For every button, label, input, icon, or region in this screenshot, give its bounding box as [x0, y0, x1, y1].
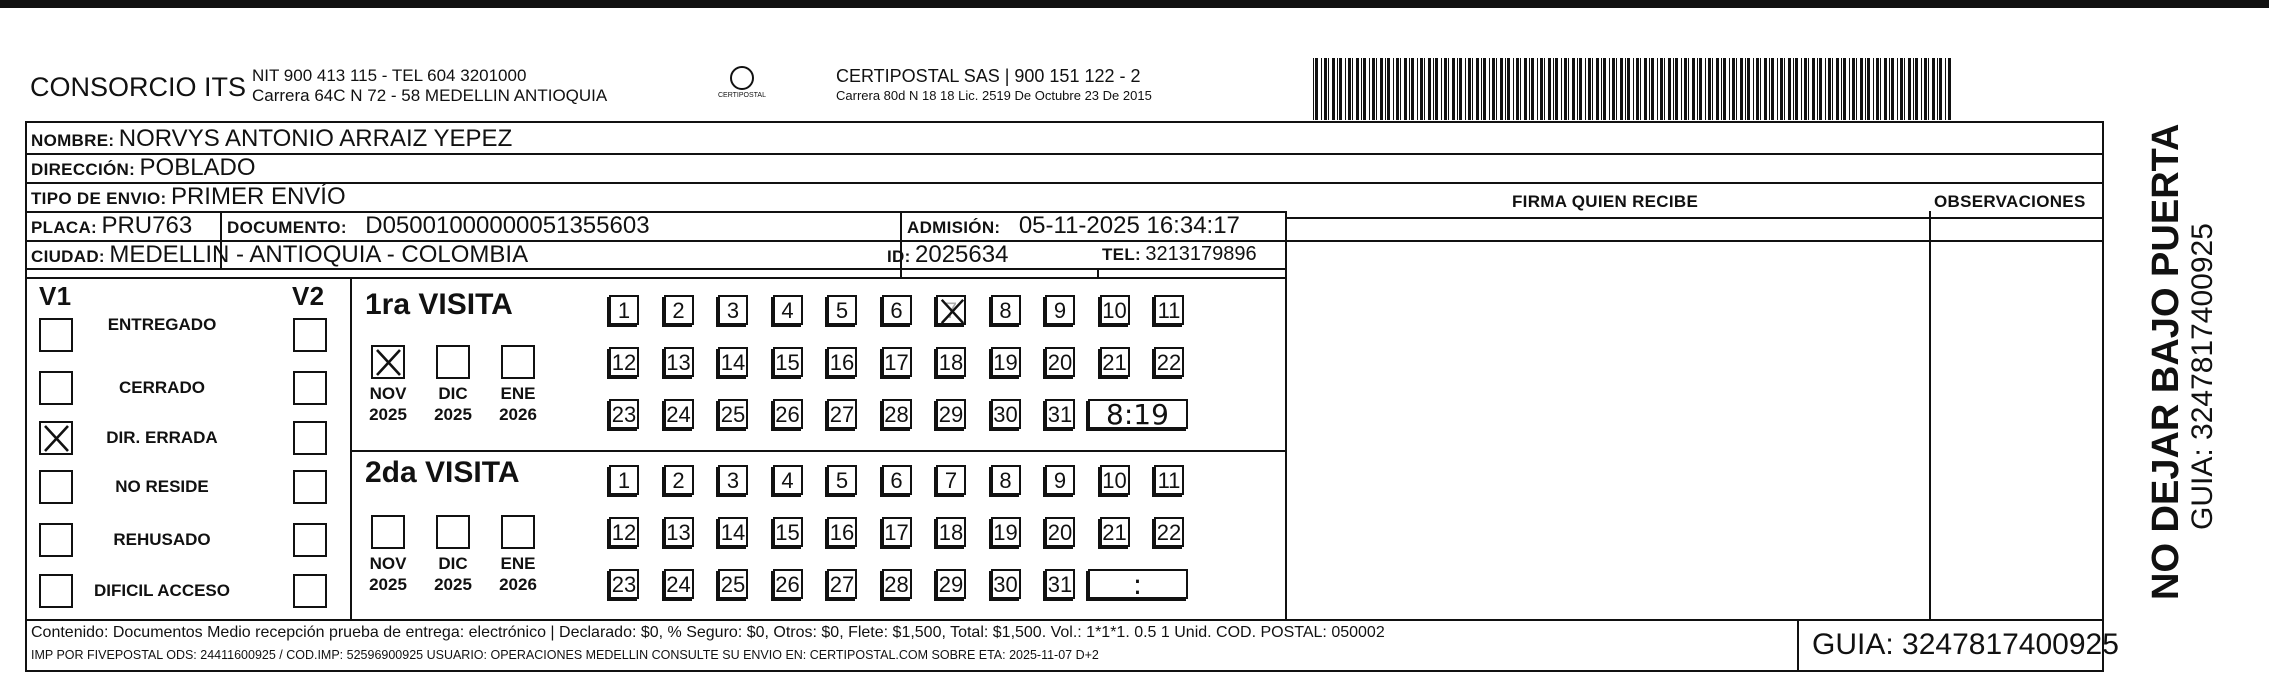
visit2-title: 2da VISITA	[365, 456, 520, 489]
direccion-row	[31, 154, 256, 182]
month-name: DIC	[438, 554, 468, 573]
month-checkbox	[501, 515, 535, 549]
day-box: 29	[936, 569, 966, 599]
v2-checkbox	[293, 421, 327, 455]
certipostal-name: CERTIPOSTAL SAS | 900 151 122 - 2	[836, 66, 1141, 86]
day-box: 22	[1154, 517, 1184, 547]
admision-label: ADMISIÓN:	[907, 218, 1001, 237]
direccion-value: POBLADO	[139, 154, 256, 181]
tipo-envio-value: PRIMER ENVÍO	[170, 183, 346, 210]
day-box: 6	[882, 295, 912, 325]
column-divider	[1285, 211, 1287, 619]
nit-line: NIT 900 413 115 - TEL 604 3201000	[252, 66, 527, 85]
day-box: 21	[1100, 347, 1130, 377]
day-box: 11	[1154, 295, 1184, 325]
v2-checkbox	[293, 318, 327, 352]
status-label: REHUSADO	[113, 530, 211, 549]
month-name: ENE	[500, 554, 536, 573]
day-box: 20	[1045, 517, 1075, 547]
v2-label: V2	[292, 281, 325, 311]
month-label	[363, 383, 413, 425]
id-row	[887, 241, 1008, 269]
company-info	[252, 66, 607, 106]
day-box: 15	[773, 347, 803, 377]
barcode	[1313, 58, 1953, 120]
v2-checkbox	[293, 470, 327, 504]
day-box: 1	[609, 465, 639, 495]
day-box: 20	[1045, 347, 1075, 377]
month-label	[363, 553, 413, 595]
day-box: 5	[827, 465, 857, 495]
month-checkbox	[436, 345, 470, 379]
day-box: 25	[718, 399, 748, 429]
v2-checkbox	[293, 371, 327, 405]
logo-text: CERTIPOSTAL	[718, 92, 766, 99]
day-box: 23	[609, 569, 639, 599]
day-box: 30	[991, 399, 1021, 429]
admision-row	[907, 212, 1240, 240]
row-divider	[352, 450, 1285, 452]
id-label: ID:	[887, 247, 911, 266]
month-label	[428, 553, 478, 595]
month-year: 2025	[434, 405, 472, 424]
footer-content: Contenido: Documentos Medio recepción prueba de entrega: electrónico | Declarado: $0, % Seguro: $0, Otros: $0, Flete: $1,500, Total: $1,500. Vol.: 1*1*1. 0.5 1 Unid. COD. POSTAL: 050002	[31, 624, 1385, 641]
v1-label: V1	[39, 281, 72, 311]
day-box: 25	[718, 569, 748, 599]
day-box: 21	[1100, 517, 1130, 547]
day-box: 2	[664, 295, 694, 325]
nombre-row	[31, 125, 512, 153]
direccion-label: DIRECCIÓN:	[31, 160, 136, 179]
time-box: :	[1088, 569, 1188, 599]
ciudad-value: MEDELLIN - ANTIOQUIA - COLOMBIA	[109, 241, 529, 268]
ciudad-row	[31, 241, 528, 269]
time-box: 8:19	[1088, 399, 1188, 429]
day-box: 12	[609, 517, 639, 547]
tipo-envio-row	[31, 183, 346, 211]
day-box: 17	[882, 517, 912, 547]
day-box: 2	[664, 465, 694, 495]
day-box: 26	[773, 569, 803, 599]
day-box: 10	[1100, 295, 1130, 325]
side-warning: NO DEJAR BAJO PUERTA	[2145, 123, 2187, 600]
row-divider	[1285, 217, 2102, 219]
month-year: 2026	[499, 575, 537, 594]
day-box: 16	[827, 347, 857, 377]
day-box: 19	[991, 517, 1021, 547]
status-label: CERRADO	[119, 378, 205, 397]
status-label: DIFICIL ACCESO	[93, 581, 230, 600]
month-year: 2025	[434, 575, 472, 594]
footer-guia: GUIA: 3247817400925	[1812, 628, 2119, 661]
day-box: 3	[718, 465, 748, 495]
nombre-value: NORVYS ANTONIO ARRAIZ YEPEZ	[118, 125, 513, 152]
address-line: Carrera 64C N 72 - 58 MEDELLIN ANTIOQUIA	[252, 86, 608, 105]
placa-value: PRU763	[101, 212, 193, 239]
day-box: 7	[936, 465, 966, 495]
day-box: 1	[609, 295, 639, 325]
column-divider	[1797, 619, 1799, 672]
ciudad-label: CIUDAD:	[31, 247, 105, 266]
day-box: 15	[773, 517, 803, 547]
logo-icon	[730, 66, 754, 90]
column-divider	[1097, 268, 1099, 277]
month-checkbox	[436, 515, 470, 549]
top-border	[0, 0, 2269, 8]
month-label	[493, 553, 543, 595]
day-box: 14	[718, 347, 748, 377]
day-box: 13	[664, 517, 694, 547]
tel-row	[1102, 243, 1257, 266]
day-box: 16	[827, 517, 857, 547]
admision-value: 05-11-2025 16:34:17	[1018, 212, 1240, 239]
certipostal-logo	[718, 66, 766, 112]
company-name: CONSORCIO ITS	[30, 72, 247, 102]
column-divider	[220, 211, 222, 240]
day-box: 31	[1045, 399, 1075, 429]
day-box: 27	[827, 569, 857, 599]
tel-value: 3213179896	[1145, 243, 1257, 265]
day-box: 19	[991, 347, 1021, 377]
day-box: 17	[882, 347, 912, 377]
placa-label: PLACA:	[31, 218, 98, 237]
day-box: 4	[773, 465, 803, 495]
firma-label: FIRMA QUIEN RECIBE	[1512, 192, 1699, 211]
month-label	[428, 383, 478, 425]
day-box: 22	[1154, 347, 1184, 377]
footer-print-info: IMP POR FIVEPOSTAL ODS: 24411600925 / COD.IMP: 52596900925 USUARIO: OPERACIONES MEDELLIN CONSULTE SU ENVIO EN: CERTIPOSTAL.COM SOBRE ETA: 2025-11-07 D+2	[31, 648, 1099, 662]
tel-label: TEL:	[1102, 245, 1141, 264]
tipo-envio-label: TIPO DE ENVIO:	[31, 189, 167, 208]
day-box: 24	[664, 569, 694, 599]
day-box: 13	[664, 347, 694, 377]
certipostal-address: Carrera 80d N 18 18 Lic. 2519 De Octubre 23 De 2015	[836, 88, 1152, 103]
day-box: 4	[773, 295, 803, 325]
day-box: 6	[882, 465, 912, 495]
column-divider	[900, 211, 902, 240]
month-label	[493, 383, 543, 425]
day-box: 14	[718, 517, 748, 547]
month-checkbox	[371, 515, 405, 549]
certipostal-info	[836, 66, 1152, 106]
day-box: 30	[991, 569, 1021, 599]
day-box: 18	[936, 517, 966, 547]
month-year: 2025	[369, 405, 407, 424]
visit1-title: 1ra VISITA	[365, 288, 513, 321]
id-value: 2025634	[915, 241, 1009, 268]
day-box: 23	[609, 399, 639, 429]
day-box: 12	[609, 347, 639, 377]
day-box: 28	[882, 569, 912, 599]
day-box: 28	[882, 399, 912, 429]
day-box: 26	[773, 399, 803, 429]
x-mark-icon	[373, 347, 403, 377]
nombre-label: NOMBRE:	[31, 131, 115, 150]
guide-frame	[25, 121, 2119, 672]
day-box: 29	[936, 399, 966, 429]
documento-row	[227, 212, 650, 240]
status-label: NO RESIDE	[115, 477, 209, 496]
row-divider	[27, 277, 1285, 279]
side-guia: GUIA: 3247817400925	[2186, 223, 2219, 530]
column-divider	[350, 277, 352, 619]
month-checkbox	[371, 345, 405, 379]
day-box: 9	[1045, 295, 1075, 325]
month-year: 2026	[499, 405, 537, 424]
day-box: 31	[1045, 569, 1075, 599]
status-label: DIR. ERRADA	[106, 428, 218, 447]
day-box: 8	[991, 465, 1021, 495]
day-box: 7	[936, 295, 966, 325]
month-name: DIC	[438, 384, 468, 403]
day-box: 18	[936, 347, 966, 377]
day-box: 5	[827, 295, 857, 325]
documento-value: D05001000000051355603	[365, 212, 650, 239]
row-divider	[27, 619, 2102, 621]
month-name: NOV	[369, 554, 407, 573]
day-box: 11	[1154, 465, 1184, 495]
placa-row	[31, 212, 192, 240]
day-box: 9	[1045, 465, 1075, 495]
month-checkbox	[501, 345, 535, 379]
day-box: 10	[1100, 465, 1130, 495]
day-box: 24	[664, 399, 694, 429]
row-divider	[27, 153, 2102, 155]
day-box: 3	[718, 295, 748, 325]
month-name: NOV	[369, 384, 407, 403]
documento-label: DOCUMENTO:	[227, 218, 347, 237]
column-divider	[1929, 211, 1931, 619]
v2-checkbox	[293, 574, 327, 608]
day-box: 8	[991, 295, 1021, 325]
observaciones-label: OBSERVACIONES	[1934, 192, 2086, 211]
status-label: ENTREGADO	[107, 315, 217, 334]
day-box: 27	[827, 399, 857, 429]
v2-checkbox	[293, 523, 327, 557]
month-name: ENE	[500, 384, 536, 403]
month-year: 2025	[369, 575, 407, 594]
